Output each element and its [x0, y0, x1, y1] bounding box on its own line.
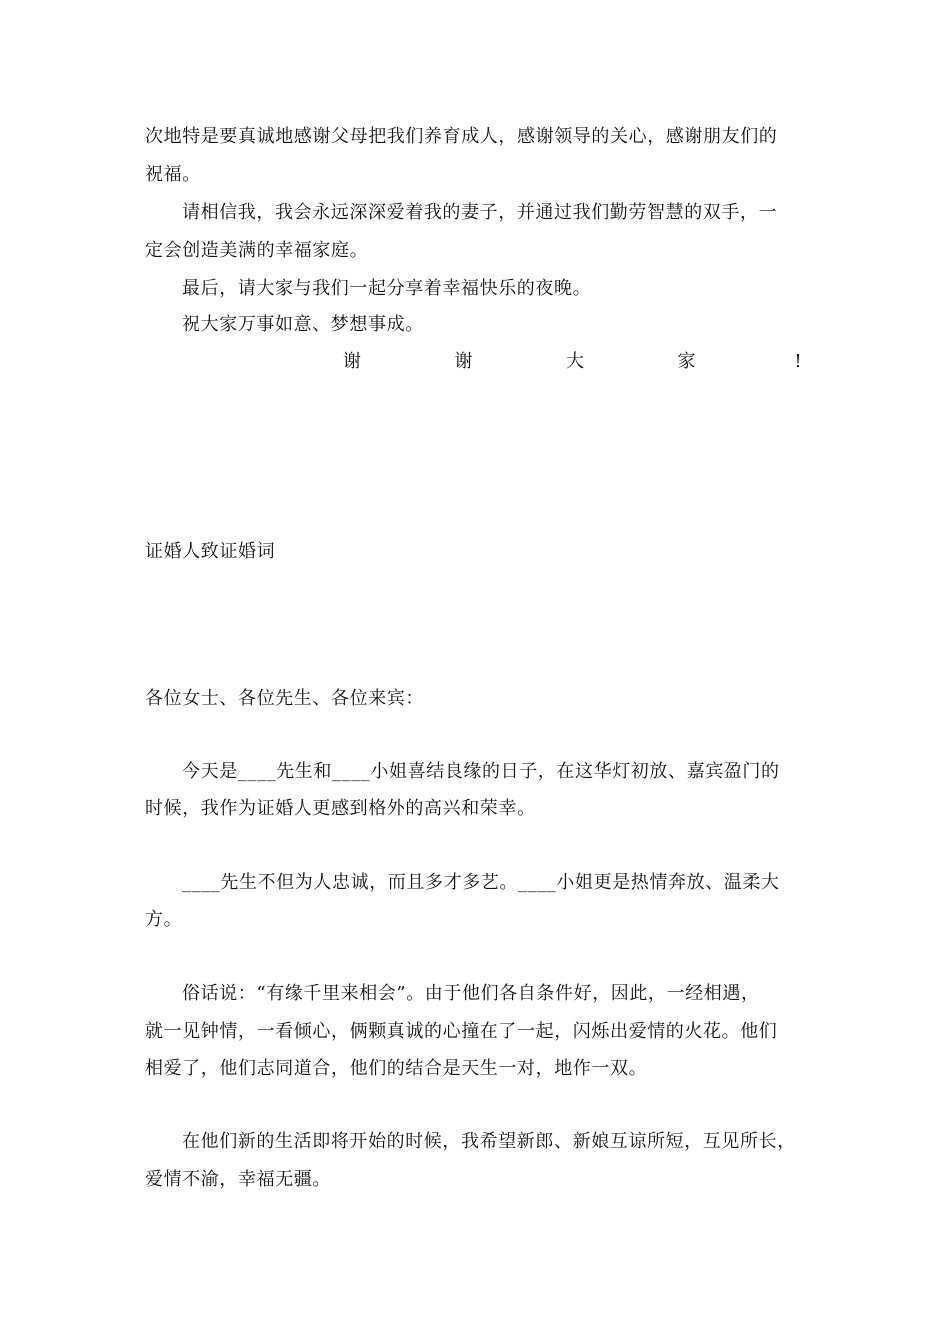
section-title: 证婚人致证婚词	[145, 541, 276, 562]
witness-paragraph-2-line-1: ____先生不但为人忠诚，而且多才多艺。____小姐更是热情奔放、温柔大	[182, 872, 780, 893]
witness-paragraph-3-line-2: 就一见钟情，一看倾心，俩颗真诚的心撞在了一起，闪烁出爱情的火花。他们	[145, 1021, 778, 1042]
speech-paragraph-3: 最后，请大家与我们一起分享着幸福快乐的夜晚。	[182, 278, 592, 299]
thanks-char: 谢	[343, 351, 361, 372]
witness-paragraph-4-line-2: 爱情不渝，幸福无疆。	[145, 1169, 331, 1190]
speech-paragraph-1-line-1: 次地特是要真诚地感谢父母把我们养育成人，感谢领导的关心，感谢朋友们的	[145, 126, 778, 147]
thanks-line	[340, 350, 810, 374]
witness-paragraph-3-line-1: 俗话说：“有缘千里来相会”。由于他们各自条件好，因此，一经相遇，	[182, 983, 760, 1004]
witness-paragraph-1-line-2: 时候，我作为证婚人更感到格外的高兴和荣幸。	[145, 798, 536, 819]
speech-paragraph-2-line-2: 定会创造美满的幸福家庭。	[145, 240, 369, 261]
thanks-char: 谢	[454, 351, 473, 372]
thanks-char: 家	[677, 351, 696, 372]
speech-paragraph-2-line-1: 请相信我，我会永远深深爱着我的妻子，并通过我们勤劳智慧的双手，一	[182, 202, 778, 223]
witness-paragraph-2-line-2: 方。	[145, 909, 183, 930]
speech-paragraph-1-line-2: 祝福。	[145, 164, 201, 185]
thanks-char: 大	[566, 351, 584, 372]
greeting: 各位女士、各位先生、各位来宾：	[145, 688, 424, 709]
witness-paragraph-3-line-3: 相爱了，他们志同道合，他们的结合是天生一对，地作一双。	[145, 1058, 648, 1079]
witness-paragraph-4-line-1: 在他们新的生活即将开始的时候，我希望新郎、新娘互谅所短，互见所长，	[182, 1131, 796, 1152]
thanks-char: !	[794, 351, 802, 372]
speech-paragraph-4: 祝大家万事如意、梦想事成。	[182, 314, 424, 335]
witness-paragraph-1-line-1: 今天是____先生和____小姐喜结良缘的日子，在这华灯初放、嘉宾盈门的	[182, 761, 780, 782]
